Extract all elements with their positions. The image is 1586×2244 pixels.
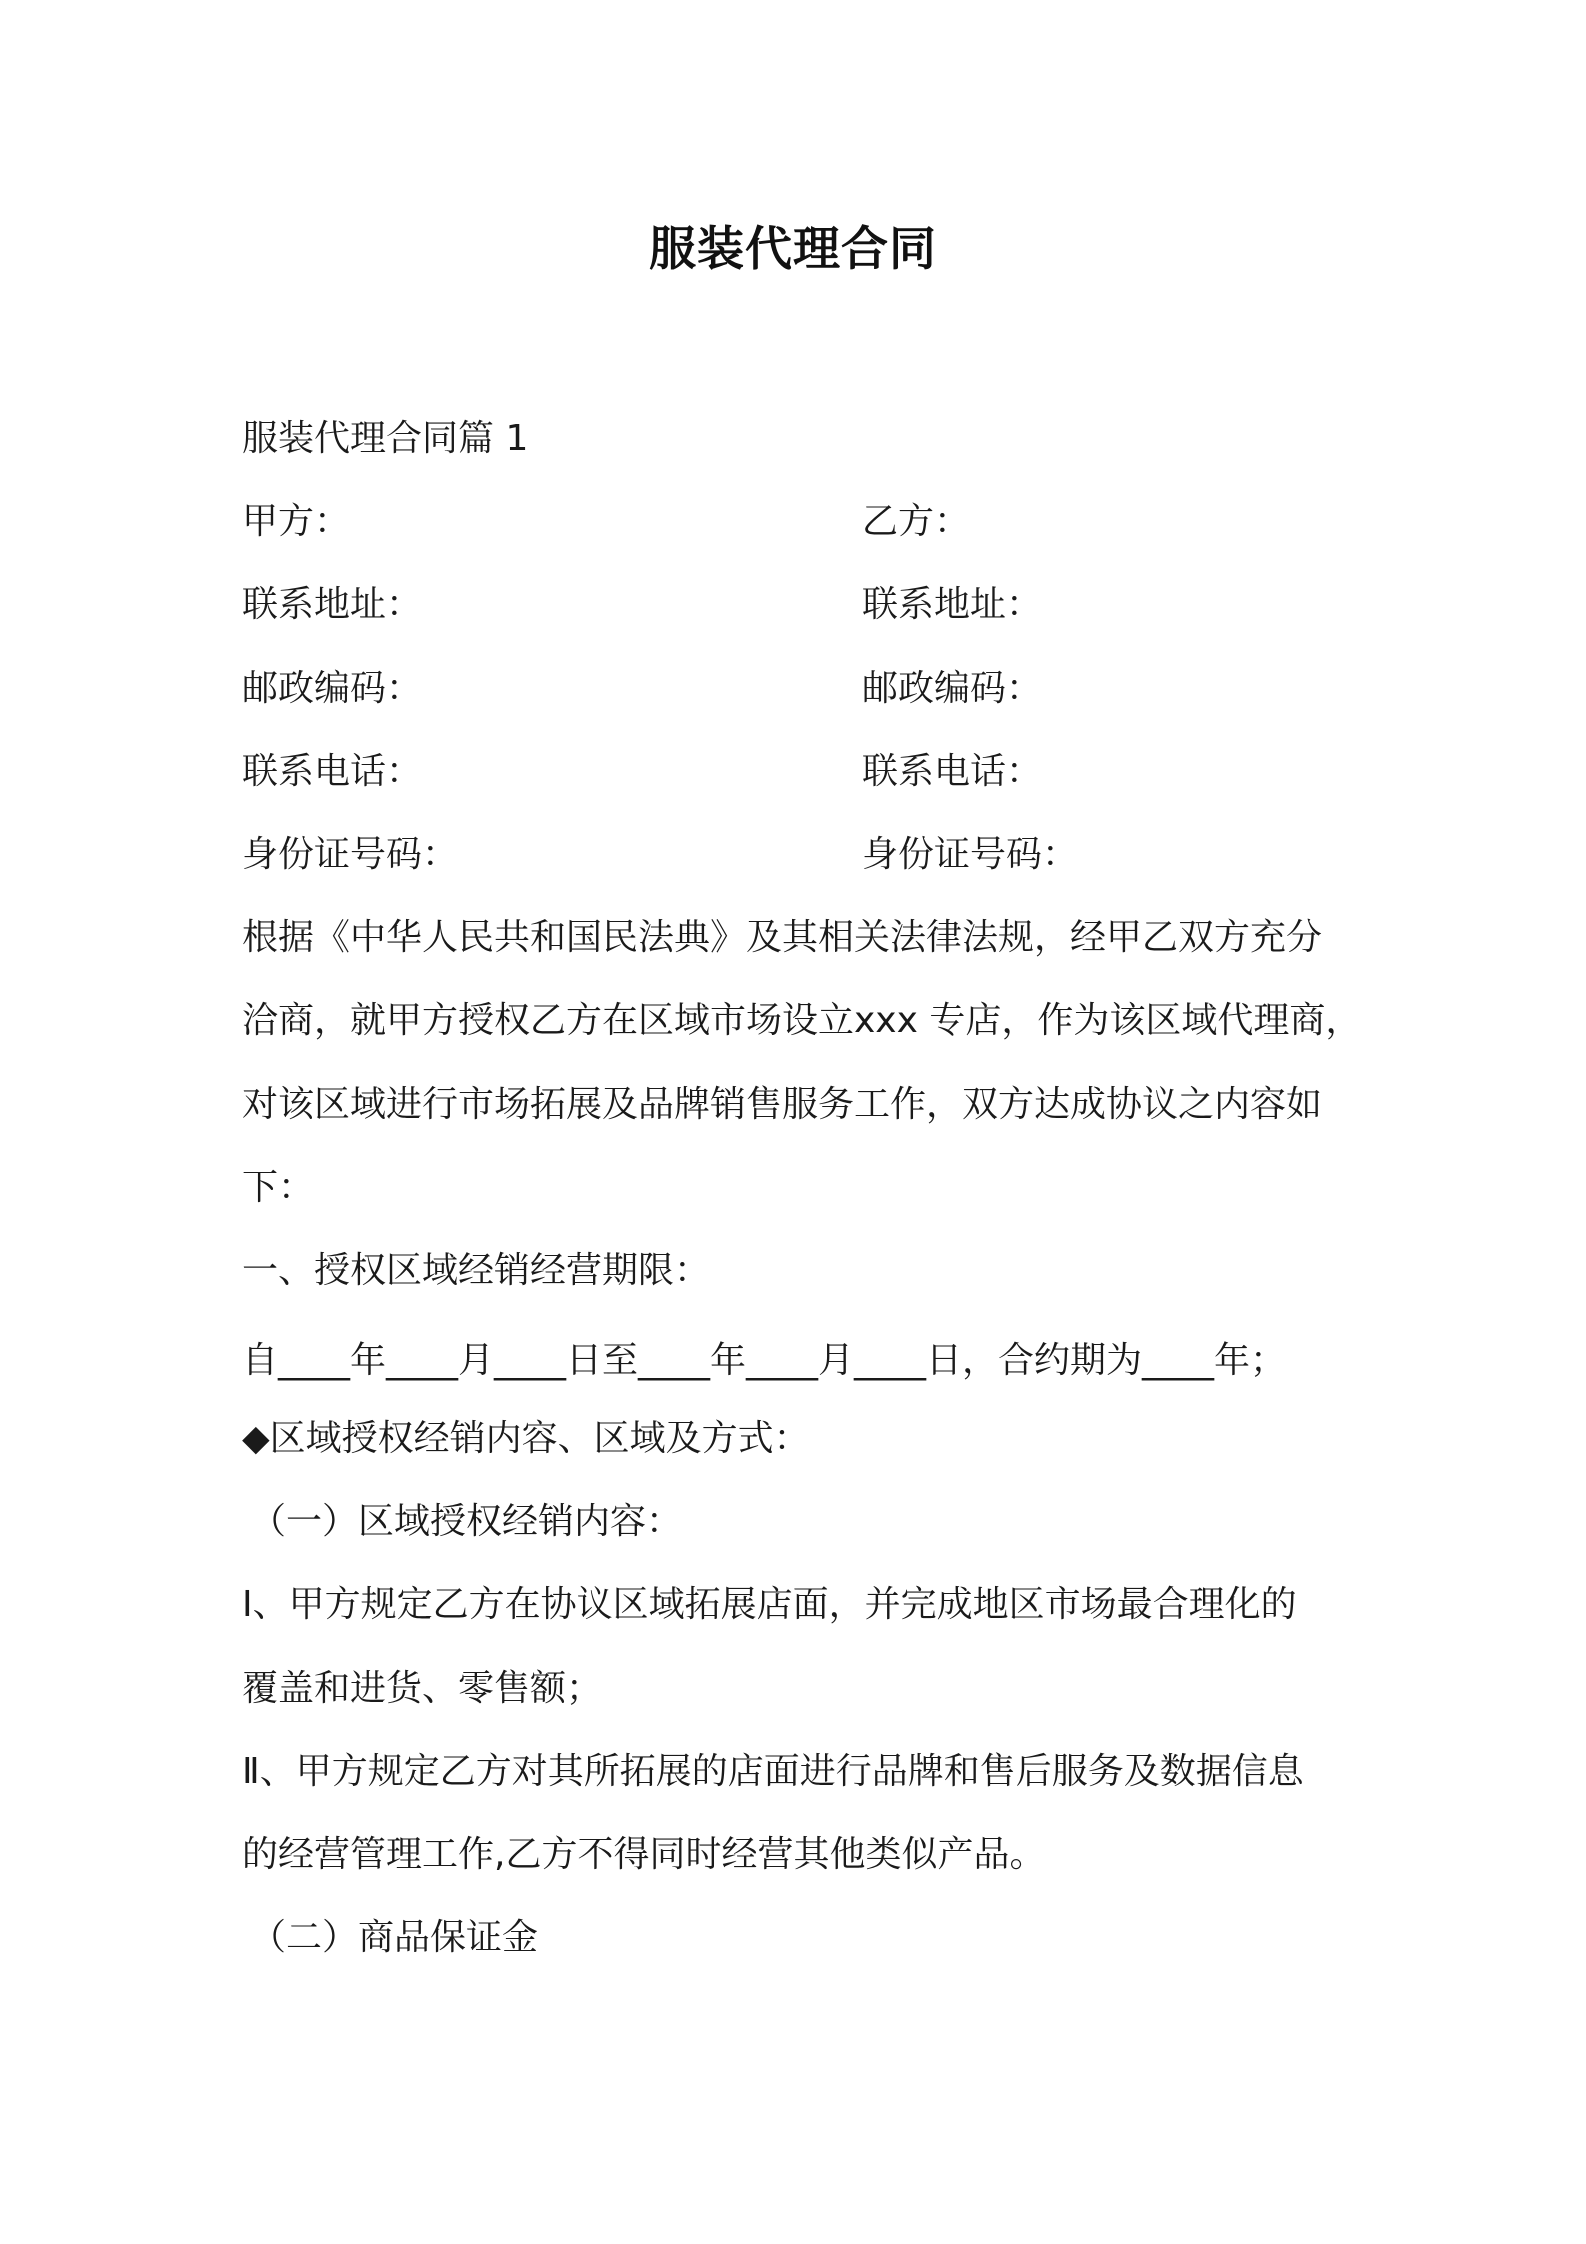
sub-clause-1-heading: （一）区域授权经销内容：: [250, 1501, 683, 1542]
party-a-id-label: 身份证号码：: [242, 834, 459, 875]
item-1-line-2: 覆盖和进货、零售额；: [242, 1668, 603, 1709]
intro-line-3: 对该区域进行市场拓展及品牌销售服务工作，双方达成协议之内容如: [242, 1084, 1323, 1125]
intro-line-2: 洽商，就甲方授权乙方在区域市场设立xxx 专店，作为该区域代理商，: [242, 1000, 1362, 1041]
party-b-postcode-label: 邮政编码：: [862, 668, 1043, 709]
party-b-phone-label: 联系电话：: [862, 751, 1043, 792]
intro-line-1: 根据《中华人民共和国民法典》及其相关法律法规，经甲乙双方充分: [242, 917, 1323, 958]
party-a-phone-label: 联系电话：: [242, 751, 423, 792]
intro-line-4: 下：: [242, 1167, 315, 1208]
sub-clause-2-heading: （二）商品保证金: [250, 1917, 539, 1958]
party-b-id-label: 身份证号码：: [862, 834, 1079, 875]
party-b-name-label: 乙方：: [862, 501, 971, 542]
document-title: 服装代理合同: [649, 222, 937, 277]
party-b-address-label: 联系地址：: [862, 584, 1043, 625]
contract-period-line: 自____年____月____日至____年____月____日，合约期为____年；: [242, 1340, 1287, 1381]
item-2-line-2: 的经营管理工作,乙方不得同时经营其他类似产品。: [242, 1834, 1046, 1875]
clause-2-heading: ◆区域授权经销内容、区域及方式：: [242, 1418, 810, 1459]
item-1-line-1: Ⅰ、甲方规定乙方在协议区域拓展店面，并完成地区市场最合理化的: [242, 1584, 1297, 1625]
party-a-address-label: 联系地址：: [242, 584, 423, 625]
party-a-postcode-label: 邮政编码：: [242, 668, 423, 709]
party-a-name-label: 甲方：: [242, 501, 351, 542]
clause-1-heading: 一、授权区域经销经营期限：: [242, 1250, 711, 1291]
item-2-line-1: Ⅱ、甲方规定乙方对其所拓展的店面进行品牌和售后服务及数据信息: [242, 1751, 1304, 1792]
section-heading: 服装代理合同篇 1: [242, 418, 529, 459]
